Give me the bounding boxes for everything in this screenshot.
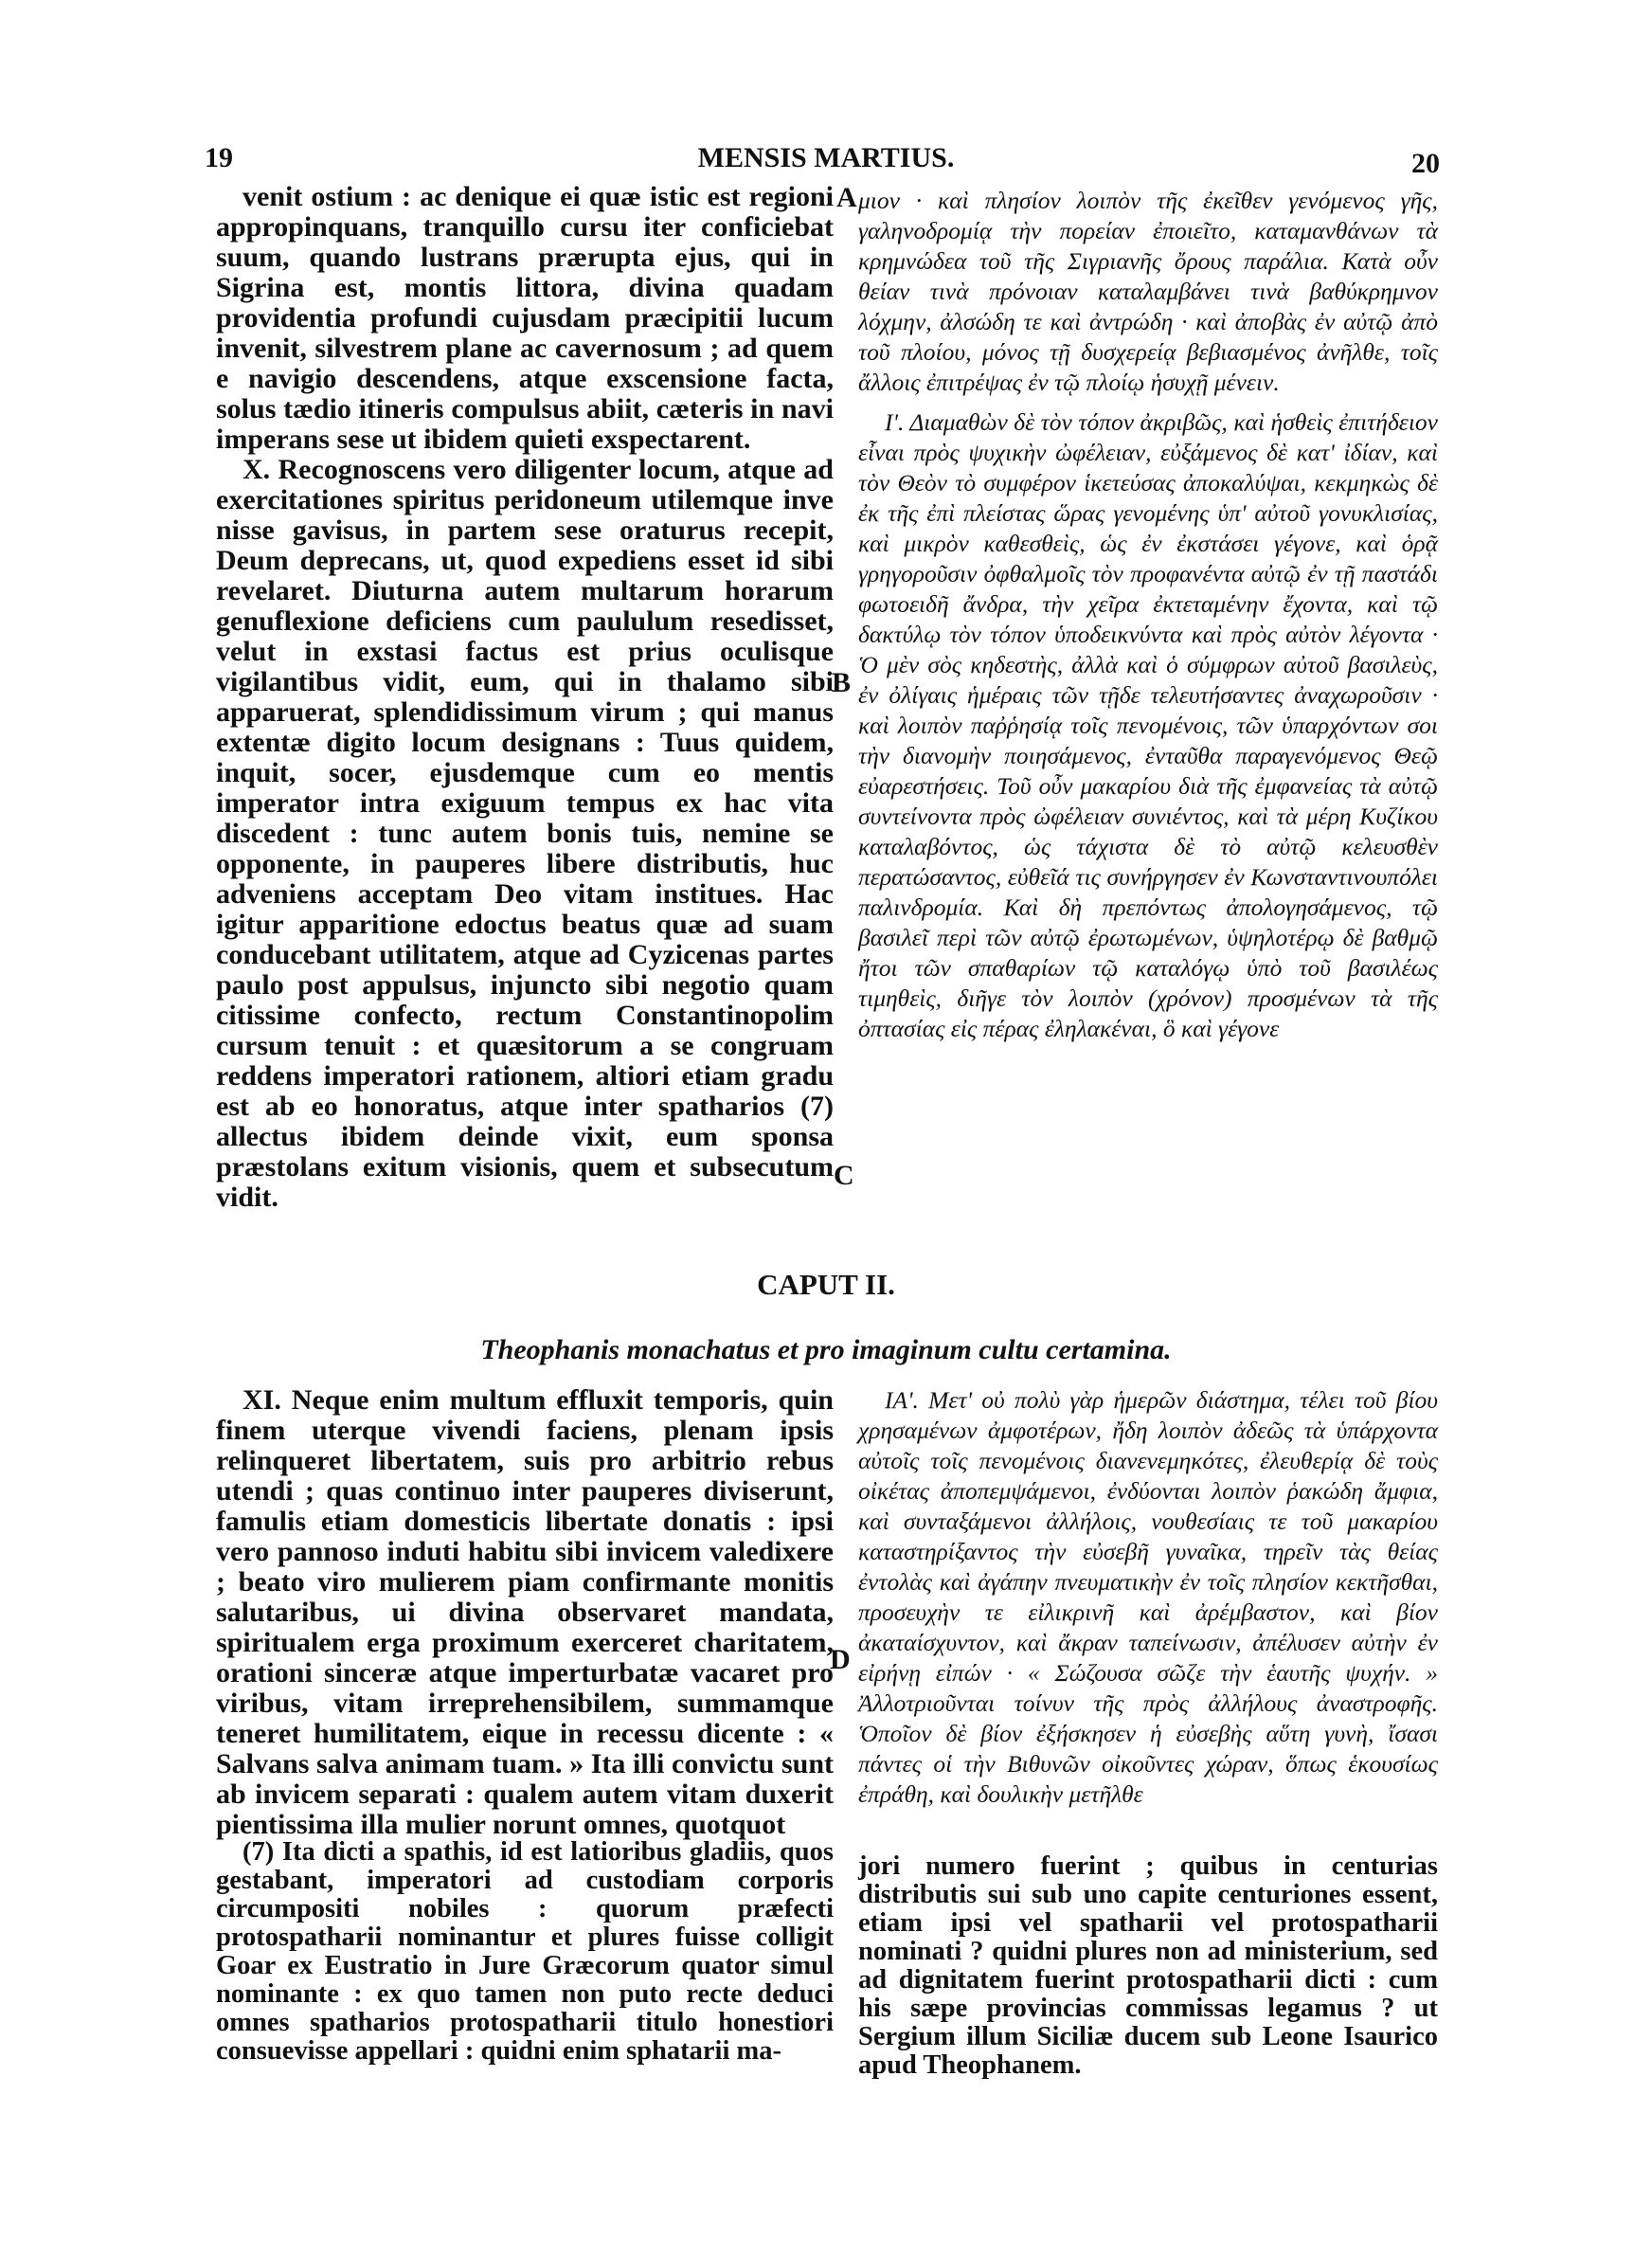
- latin-column-top: [216, 182, 834, 1213]
- latin-paragraph-2: X. Recognoscens vero diligenter locum, atque ad exercitationes spiritus peridoneum utilemque inve nisse gavisus, in partem sese oraturus recepit, Deum deprecans, ut, quod expediens esset id sibi revelaret. Diuturna autem multarum horarum genuflexione deficiens cum paululum resedisset, velut in exstasi factus est prius oculisque vigilantibus vidit, eum, qui in thalamo sibi apparuerat, splendidissimum virum ; qui manus extentæ digito locum designans : Tuus quidem, inquit, socer, ejusdemque cum eo mentis imperator intra exiguum tempus ex hac vita discedent : tunc autem bonis tuis, nemine se opponente, in pauperes libere distributis, huc adveniens acceptam Deo vitam institues. Hac igitur apparitione edoctus beatus quæ ad suam conducebant utilitatem, atque ad Cyzicenas partes paulo post appulsus, injuncto sibi negotio quam citissime confecto, rectum Constantinopolim cursum tenuit : et quæsitorum a se congruam reddens imperatori rationem, altiori etiam gradu est ab eo honoratus, atque inter spatharios (7) allectus ibidem deinde vixit, eum sponsa præstolans exitum visionis, quem et subsecutum vidit.: [216, 454, 834, 1213]
- latin-paragraph-3: XI. Neque enim multum effluxit temporis, quin finem uterque vivendi faciens, plenam ipsis relinqueret libertatem, suis pro arbitrio rebus utendi ; quas continuo inter pauperes diviserunt, famulis etiam domesticis libertate donatis : ipsi vero pannoso induti habitu sibi invicem valedixere ; beato viro mulierem piam confirmante monitis salutaribus, ui divina observaret mandata, spiritualem erga proximum exerceret charitatem, orationi sinceræ atque imperturbatæ vacaret pro viribus, vitam irreprehensibilem, summamque teneret humilitatem, eique in recessu dicente : « Salvans salva animam tuam. » Ita illi convictu sunt ab invicem separati : qualem autem vitam duxerit pientissima illa mulier norunt omnes, quotquot: [216, 1384, 834, 1840]
- running-title: MENSIS MARTIUS.: [697, 142, 955, 173]
- page-number-right: 20: [1411, 148, 1440, 179]
- margin-letter-b: B: [832, 667, 852, 698]
- greek-paragraph-3: ΙΑ'. Μετ' οὐ πολὺ γὰρ ἡμερῶν διάστημα, τέλει τοῦ βίου χρησαμένων ἀμφοτέρων, ἤδη λοιπὸν ἀδεῶς τὰ ὑπάρχοντα αὐτοῖς τοῖς πενομένοις διανενεμηκότες, ἐλευθερίᾳ δὲ τοὺς οἰκέτας ἀποπεμψάμενοι, ἐνδύονται λοιπὸν ῥακώδη ἄμφια, καὶ συνταξάμενοι ἀλλήλοις, νουθεσίαις τε τοῦ μακαρίου καταστηρίξαντος τὴν εὐσεβῆ γυναῖκα, τηρεῖν τὰς θείας ἐντολὰς καὶ ἀγάπην πνευματικὴν ἐν τοῖς πλησίον κεκτῆσθαι, προσευχὴν τε εἰλικρινῆ καὶ ἀρέμβαστον, καὶ βίον ἀκαταίσχυντον, καὶ ἄκραν ταπείνωσιν, ἀπέλυσεν αὐτὴν ἐν εἰρήνῃ εἰπών · « Σώζουσα σῶζε τὴν ἑαυτῆς ψυχήν. » Ἀλλοτριοῦνται τοίνυν τῆς πρὸς ἀλλήλους ἀναστροφῆς. Ὁποῖον δὲ βίον ἐξήσκησεν ἡ εὐσεβὴς αὕτη γυνὴ, ἴσασι πάντες οἱ τὴν Βιθυνῶν οἰκοῦντες χώραν, ὅπως ἑκουσίως ἐπράθη, καὶ δουλικὴν μετῆλθε: [858, 1386, 1438, 1808]
- chapter-heading: CAPUT II.: [757, 1268, 895, 1301]
- footnote-text-right: jori numero fuerint ; quibus in centurias distributis sui sub uno capite centuriones essent, etiam ipsi vel spatharii vel protospatharii nominati ? quidni plures non ad ministerium, sed ad dignitatem fuerint protospatharii dicti : cum his sæpe provincias commissas legamus ? ut Sergium illum Siciliæ ducem sub Leone Isaurico apud Theophanem.: [858, 1851, 1438, 2080]
- latin-paragraph-1: venit ostium : ac denique ei quæ istic est regioni appropinquans, tranquillo cursu iter conficiebat suum, quando lustrans prærupta ejus, qui in Sigrina est, montis littora, divina quadam providentia profundi cujusdam præcipitii lucum invenit, silvestrem plane ac cavernosum ; ad quem e navigio descendens, atque exscensione facta, solus tædio itineris compulsus abiit, cæteris in navi imperans sese ut ibidem quieti exspectarent.: [216, 181, 834, 455]
- footnote-text-left: (7) Ita dicti a spathis, id est latioribus gladiis, quos gestabant, imperatori ad custodiam corporis circumpositi nobiles : quorum præfecti protospatharii nominantur et plures fuisse colligit Goar ex Eustratio in Jure Græcorum quator simul nominante : ex quo tamen non puto recte deduci omnes spatharios protospatharii titulo honestiori consuevisse appellari : quidni enim sphatarii ma-: [216, 1837, 834, 2066]
- greek-paragraph-2: Ι'. Διαμαθὼν δὲ τὸν τόπον ἀκριβῶς, καὶ ἡσθεὶς ἐπιτήδειον εἶναι πρὸς ψυχικὴν ὠφέλειαν, εὐξάμενος δὲ κατ' ἰδίαν, καὶ τὸν Θεὸν τὸ συμφέρον ἱκετεύσας ἀποκαλύψαι, κεκμηκὼς δὲ ἐκ τῆς ἐπὶ πλείστας ὥρας γενομένης ὑπ' αὐτοῦ γονυκλισίας, καὶ μικρὸν καθεσθεὶς, ὡς ἐν ἐκστάσει γέγονε, καὶ ὁρᾷ γρηγοροῦσιν ὀφθαλμοῖς τὸν προφανέντα αὐτῷ ἐν τῇ παστάδι φωτοειδῆ ἄνδρα, τὴν χεῖρα ἐκτεταμένην ἔχοντα, καὶ τῷ δακτύλῳ τὸν τόπον ὑποδεικνύντα καὶ πρὸς αὐτὸν λέγοντα · Ὁ μὲν σὸς κηδεστὴς, ἀλλὰ καὶ ὁ σύμφρων αὐτοῦ βασιλεὺς, ἐν ὀλίγαις ἡμέραις τῶν τῇδε τελευτήσαντες ἀναχωροῦσιν · καὶ λοιπὸν παῤῥησίᾳ τοῖς πενομένοις, τῶν ὑπαρχόντων σοι τὴν διανομὴν ποιησάμενος, ἐνταῦθα παραγενόμενος Θεῷ εὐαρεστήσεις. Τοῦ οὖν μακαρίου διὰ τῆς ἐμφανείας τὰ αὐτῷ συντείνοντα πρὸς ὠφέλειαν συνιέντος, καὶ τὰ μέρη Κυζίκου καταλαβόντος, ὡς τάχιστα δὲ τὸ αὐτῷ κελευσθὲν περατώσαντος, εὐθεῖά τις συνήργησεν ἐν Κωνσταντινουπόλει παλινδρομία. Καὶ δὴ πρεπόντως ἀπολογησάμενος, τῷ βασιλεῖ περὶ τῶν αὐτῷ ἐρωτωμένων, ὑψηλοτέρῳ δὲ βαθμῷ ἤτοι τῶν σπαθαρίων τῷ καταλόγῳ ὑπὸ τοῦ βασιλέως τιμηθεὶς, διῆγε τὸν λοιπὸν (χρόνον) προσμένων τὰ τῆς ὀπτασίας εἰς πέρας ἐληλακέναι, ὃ καὶ γέγονε: [858, 408, 1438, 1042]
- greek-paragraph-1: μιον · καὶ πλησίον λοιπὸν τῆς ἐκεῖθεν γενόμενος γῆς, γαληνοδρομίᾳ τὴν πορείαν ἐποιεῖτο, καταμανθάνων τὰ κρημνώδεα τοῦ τῆς Σιγριανῆς ὄρους παράλια. Κατὰ οὖν θείαν τινὰ πρόνοιαν καταλαμβάνει τινὰ βαθύκρημνον λόχμην, ἀλσώδη τε καὶ ἀντρώδη · καὶ ἀποβὰς ἐν αὐτῷ ἀπὸ τοῦ πλοίου, μόνος τῇ δυσχερείᾳ βεβιασμένος ἀνῆλθε, τοῖς ἄλλοις ἐπιτρέψας ἐν τῷ πλοίῳ ἡσυχῇ μένειν.: [858, 187, 1438, 396]
- greek-column-top: [858, 186, 1438, 1044]
- margin-letter-d: D: [830, 1644, 851, 1675]
- latin-column-bottom: [216, 1385, 834, 1840]
- margin-letter-c: C: [834, 1160, 854, 1191]
- greek-column-bottom: [858, 1385, 1438, 1810]
- margin-letter-a: A: [836, 182, 857, 213]
- page-number-left: 19: [205, 142, 233, 173]
- footnote-right: [858, 1852, 1438, 2080]
- chapter-subtitle: Theophanis monachatus et pro imaginum cultu certamina.: [480, 1334, 1172, 1365]
- footnote-left: [216, 1838, 834, 2066]
